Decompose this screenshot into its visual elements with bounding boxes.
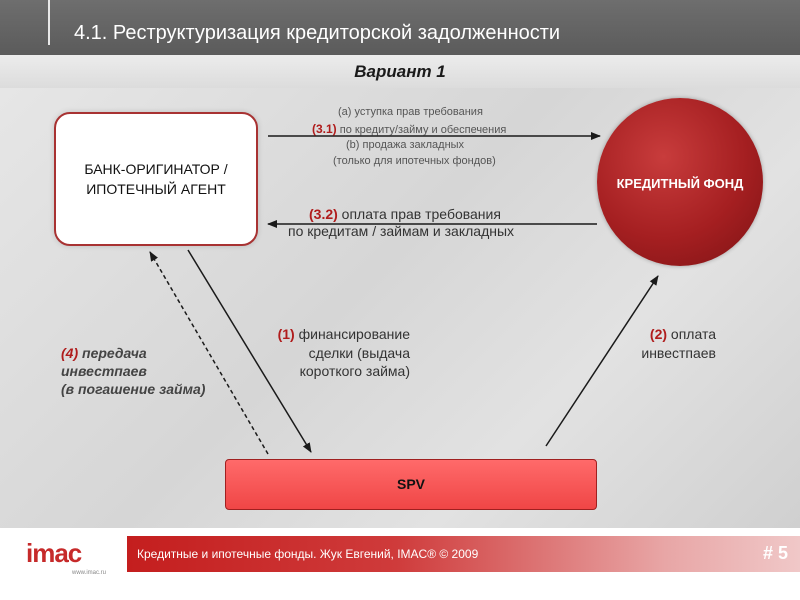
label-financing bbox=[278, 326, 410, 342]
step-3-2: (3.2) bbox=[309, 206, 338, 222]
label-unit-transfer-line2: инвестпаев bbox=[61, 363, 147, 379]
footer-caption: Кредитные и ипотечные фонды. Жук Евгений, IMAC® © 2009 bbox=[137, 547, 479, 561]
logo-website: www.imac.ru bbox=[72, 570, 107, 576]
label-unit-payment-text: оплата bbox=[667, 326, 716, 342]
label-payment-text: оплата прав требования bbox=[337, 206, 501, 222]
label-assignment-line2 bbox=[312, 122, 506, 136]
footer-bar bbox=[127, 536, 800, 572]
label-unit-payment-line2: инвестпаев bbox=[641, 345, 716, 361]
label-assignment-text: по кредиту/займу и обеспечения bbox=[336, 124, 507, 136]
spv-label: SPV bbox=[396, 476, 425, 492]
label-financing-line2: сделки (выдача bbox=[308, 345, 410, 361]
variant-label: Вариант 1 bbox=[354, 62, 446, 81]
slide-title: 4.1. Реструктуризация кредиторской задолженности bbox=[74, 22, 561, 44]
credit-fund-node bbox=[597, 98, 763, 266]
label-unit-transfer-text: передача bbox=[78, 345, 147, 361]
label-payment bbox=[309, 206, 501, 222]
step-2: (2) bbox=[649, 326, 668, 342]
page-number: # 5 bbox=[762, 543, 788, 563]
credit-fund-label: КРЕДИТНЫЙ ФОНД bbox=[616, 176, 744, 191]
label-financing-text: финансирование bbox=[294, 326, 410, 342]
label-mortgage-note: (только для ипотечных фондов) bbox=[333, 155, 496, 167]
label-unit-transfer-line3: (в погашение займа) bbox=[61, 381, 206, 397]
label-unit-payment bbox=[650, 326, 716, 342]
label-assignment: (a) уступка прав требования bbox=[338, 106, 483, 118]
label-unit-transfer bbox=[61, 345, 147, 361]
step-4: (4) bbox=[61, 345, 79, 361]
arrow-unit-payment bbox=[546, 276, 658, 446]
label-mortgage-sale: (b) продажа закладных bbox=[346, 139, 465, 151]
slide-footer bbox=[0, 528, 800, 600]
spv-node bbox=[225, 459, 597, 510]
label-financing-line3: короткого займа) bbox=[299, 363, 410, 379]
step-1: (1) bbox=[277, 326, 295, 342]
imac-logo: imac bbox=[26, 538, 82, 568]
bank-originator-node bbox=[54, 112, 258, 246]
bank-originator-label: БАНК-ОРИГИНАТОР / ИПОТЕЧНЫЙ АГЕНТ bbox=[84, 161, 228, 197]
step-3-1: (3.1) bbox=[312, 122, 337, 136]
label-payment-line2: по кредитам / займам и закладных bbox=[288, 223, 515, 239]
